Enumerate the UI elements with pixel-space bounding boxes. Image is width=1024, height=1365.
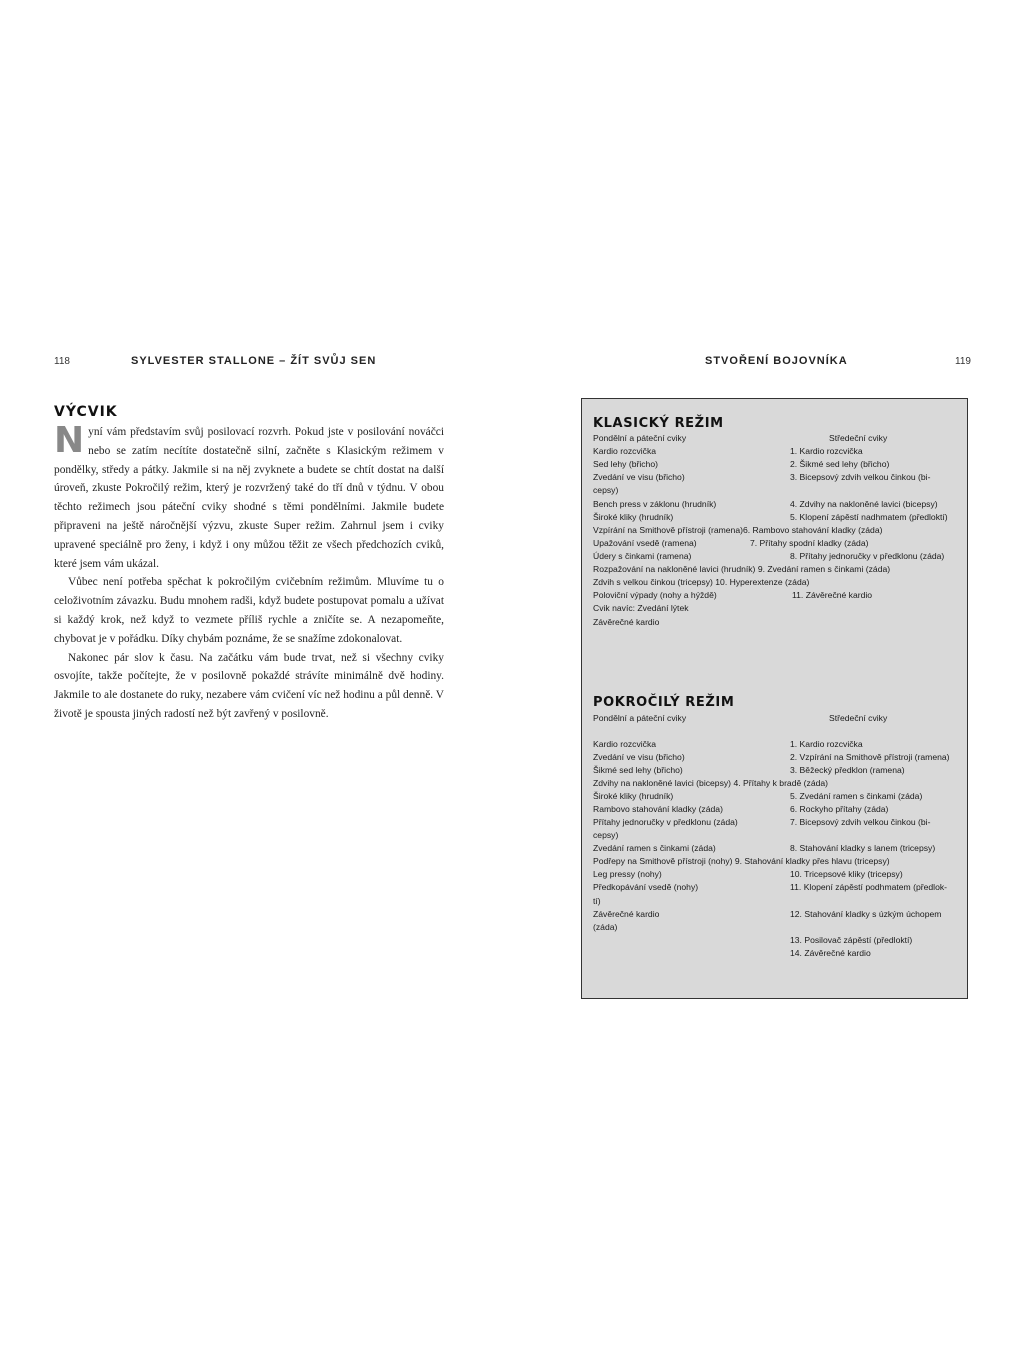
left-page-column (54, 404, 444, 724)
classic-row: Bench press v záklonu (hrudník) 4. Zdvihy na nakloněné lavici (bicepsy) (593, 499, 938, 509)
classic-row: Pondělní a páteční cviky Středeční cviky (593, 433, 888, 443)
classic-row: Cvik navíc: Zvedání lýtek (593, 603, 689, 613)
classic-row: Závěrečné kardio (593, 617, 660, 627)
workout-schedule-box (581, 398, 968, 999)
classic-row: Poloviční výpady (nohy a hýždě) 11. Závěrečné kardio (593, 590, 873, 600)
right-page-number: 119 (955, 356, 971, 367)
classic-row: Zvedání ve visu (břicho) 3. Bicepsový zdvih velkou činkou (bi- (593, 472, 931, 482)
advanced-row: Kardio rozcvička 1. Kardio rozcvička (593, 739, 863, 749)
right-running-title: STVOŘENÍ BOJOVNÍKA (705, 355, 848, 367)
advanced-row: Zdvihy na nakloněné lavici (bicepsy) 4. Přítahy k bradě (záda) (593, 778, 829, 788)
classic-row: Vzpírání na Smithově přístroji (ramena)6. Rambovo stahování kladky (záda) (593, 525, 883, 535)
advanced-row: Rambovo stahování kladky (záda) 6. Rockyho přítahy (záda) (593, 804, 889, 814)
advanced-row: Pondělní a páteční cviky Středeční cviky (593, 713, 888, 723)
advanced-row: Široké kliky (hrudník) 5. Zvedání ramen s činkami (záda) (593, 791, 923, 801)
paragraph-2: Vůbec není potřeba spěchat k pokročilým cvičebním režimům. Mluvíme tu o celoživotním závazku. Budu mnohem radši, když budete postupovat pomalu a užívat si každý krok, než když to vezmete příliš rychle a zničíte se. A nezapomeňte, chybovat je v pořádku. Díky chybám poznáme, že se snažíme zdokonalovat. (54, 576, 444, 645)
left-page-number: 118 (54, 356, 70, 367)
paragraph-1-text: yní vám představím svůj posilovací rozvrh. Pokud jste v posilování nováčci nebo se zatím necítíte dostatečně silní, začněte s Klasickým režimem v pondělky, středy a pátky. Jakmile si na něj zvyknete a budete se chtít dostat na další úroveň, zkuste Pokročilý režim, který je rozvržený také do tří dnů v týdnu. V obou těchto režimech jsou páteční cviky shodné s těmi pondělními. Jakmile budete připraveni na ještě náročnější výzvu, zkuste Super režim. Zahrnul jsem i cviky upravené speciálně pro ženy, i když i ony můžou těžit ze všech předchozích cviků, které jsem vám ukázal. (54, 426, 444, 570)
advanced-row: Leg pressy (nohy) 10. Tricepsové kliky (tricepsy) (593, 869, 903, 879)
classic-row: Údery s činkami (ramena) 8. Přítahy jednoručky v předklonu (záda) (593, 551, 945, 561)
classic-row: Kardio rozcvička 1. Kardio rozcvička (593, 446, 863, 456)
advanced-regime-title: POKROČILÝ REŽIM (593, 695, 735, 710)
advanced-row: Podřepy na Smithově přístroji (nohy) 9. Stahování kladky přes hlavu (tricepsy) (593, 856, 890, 866)
advanced-row: 13. Posilovač zápěstí (předloktí) (790, 935, 913, 945)
advanced-row: cepsy) (593, 830, 619, 840)
advanced-row: Šikmé sed lehy (břicho) 3. Běžecký předklon (ramena) (593, 765, 905, 775)
classic-row: Sed lehy (břicho) 2. Šikmé sed lehy (břicho) (593, 459, 890, 469)
advanced-row: Zvedání ramen s činkami (záda) 8. Stahování kladky s lanem (tricepsy) (593, 843, 936, 853)
paragraph-1 (54, 420, 444, 573)
advanced-row: 14. Závěrečné kardio (790, 948, 871, 958)
advanced-row: Přítahy jednoručky v předklonu (záda) 7. Bicepsový zdvih velkou činkou (bi- (593, 817, 931, 827)
classic-row: Široké kliky (hrudník) 5. Klopení zápěstí nadhmatem (předloktí) (593, 512, 948, 522)
classic-row: Rozpažování na nakloněné lavici (hrudník) 9. Zvedání ramen s činkami (záda) (593, 564, 891, 574)
section-title: VÝCVIK (54, 404, 118, 420)
left-running-title: SYLVESTER STALLONE – ŽÍT SVŮJ SEN (131, 355, 377, 367)
drop-cap: N (54, 420, 85, 461)
advanced-row: Zvedání ve visu (břicho) 2. Vzpírání na Smithově přístroji (ramena) (593, 752, 950, 762)
article-body (54, 420, 444, 724)
paragraph-3: Nakonec pár slov k času. Na začátku vám bude trvat, než si všechny cviky osvojíte, takže počítejte, že v posilovně pokaždé strávíte minimálně dvě hodiny. Jakmile to ale dostanete do ruky, nezabere vám cvičení víc než hodinu a půl denně. V životě je spousta jiných radostí než být zavřený v posilovně. (54, 651, 444, 720)
classic-regime-title: KLASICKÝ REŽIM (593, 416, 724, 431)
classic-row: Upažování vsedě (ramena) 7. Přítahy spodní kladky (záda) (593, 538, 869, 548)
advanced-row: Závěrečné kardio 12. Stahování kladky s úzkým úchopem (593, 909, 942, 919)
advanced-row: (záda) (593, 922, 618, 932)
advanced-row: tí) (593, 896, 601, 906)
classic-row: Zdvih s velkou činkou (tricepsy) 10. Hyperextenze (záda) (593, 577, 810, 587)
classic-row: cepsy) (593, 485, 619, 495)
advanced-row: Předkopávání vsedě (nohy) 11. Klopení zápěstí podhmatem (předlok- (593, 882, 948, 892)
